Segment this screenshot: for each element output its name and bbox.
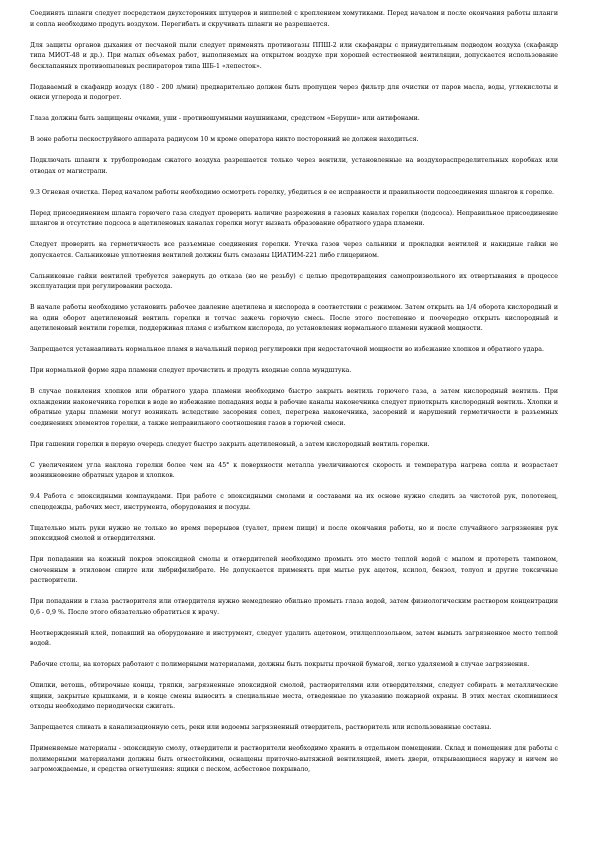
paragraph-section-9-3: 9.3 Огневая очистка. Перед началом работы необходимо осмотреть горелку, убедиться в ее исправности и правильности подсоединения шлангов к горелке. <box>30 188 555 196</box>
paragraph-flame-prohibition: Запрещается устанавливать нормальное пламя в начальный период регулировки при недостаточной мощности во избежание хлопков и обратного удара. <box>30 346 545 353</box>
paragraph-extinguish: При гашении горелки в первую очередь следует быстро закрыть ацетиленовый, а затем кислородный вентиль горелки. <box>30 440 430 448</box>
paragraph-material-storage: Применяемые материалы - эпоксидную смолу, отвердители и растворители необходимо хранить в отдельном помещении. Склад и помещения для работы с полимерными материалами должны быть огнестойкими, оснащены приточно-вытяжной вентиляцией, иметь двери, открывающиеся наружу и ничем не загромождаемые, и средства огнетушения: ящики с песком, асбестовое покрывало, <box>30 745 558 773</box>
paragraph-section-9-4: 9.4 Работа с эпоксидными компаундами. При работе с эпоксидными смолами и составами на их основе нужно следить за чистотой рук, полотенец, спецодежды, рабочих мест, инструмента, оборудования и посуды. <box>30 493 558 511</box>
paragraph-hose-connection: Соединять шланги следует посредством двухсторонних штуцеров и ниппелей с креплением хомутиками. Перед началом и после окончания работы шланги и сопла необходимо продуть воздухом. Перегибать и скручивать шланги не разрешается. <box>30 10 558 28</box>
paragraph-flashback: В случае появления хлопков или обратного удара пламени необходимо быстро закрыть вентиль горючего газа, а затем кислородный вентиль. При охлаждении наконечника горелки в воде во избежание попадания воды в рабочие каналы наконечника следует приоткрыть кислородный вентиль. Хлопки и обратные удары пламени могут возникать вследствие засорения сопел, перегрева наконечника, засорений и нарушений герметичности в разъемных соединениях элементов горелки, а также неправильного соотношения газов в горючей смеси. <box>30 388 558 427</box>
paragraph-eye-contact: При попадании в глаза растворителя или отвердителя нужно немедленно обильно промыть глаза водой, затем физиологическим раствором концентрации 0,6 - 0,9 %. После этого обязательно обратиться к врачу. <box>30 598 558 616</box>
paragraph-nozzle-cleaning: При нормальной форме ядра пламени следует прочистить и продуть входные сопла мундштука. <box>30 367 352 374</box>
paragraph-ignition: В начале работы необходимо установить рабочее давление ацетилена и кислорода в соответствии с режимом. Затем открыть на 1/4 оборота кислородный и на один оборот ацетиленовый вентиль горелки и тотчас зажечь горючую смесь. После этого постепенно и поочередно открыть кислородный и ацетиленовый вентили горелки, поддерживая пламя с избытком кислорода, до установления нормального пламени нужной мощности. <box>30 304 558 332</box>
paragraph-work-tables: Рабочие столы, на которых работают с полимерными материалами, должны быть покрыты прочной бумагой, легко удаляемой в случае загрязнения. <box>30 661 530 668</box>
paragraph-drain-prohibition: Запрещается сливать в канализационную сеть, реки или водоемы загрязненный отвердитель, растворитель или использованные составы. <box>30 724 492 731</box>
paragraph-leak-check: Следует проверить на герметичность все разъемные соединения горелки. Утечка газов через сальники и прокладки вентилей и накидные гайки не допускается. Сальниковые уплотнения вентилей должны быть смазаны ЦИАТИМ-221 либо глицерином. <box>30 241 558 259</box>
paragraph-gland-nuts: Сальниковые гайки вентилей требуется завернуть до отказа (но не резьбу) с целью предотвращения самопроизвольного их отвертывания в процессе эксплуатации при регулировании расхода. <box>30 272 558 290</box>
paragraph-uncured-glue: Неотвержденный клей, попавший на оборудование и инструмент, следует удалить ацетоном, этилцеллозольвом, затем вымыть загрязненное место теплой водой. <box>30 629 558 647</box>
paragraph-skin-contact: При попадании на кожный покров эпоксидной смолы и отвердителей необходимо промыть это место теплой водой с мылом и протереть тампоном, смоченным в этиловом спирте или либрифилибрате. Не допускается применять при мытье рук ацетон, ксилол, бензол, толуол и другие токсичные растворители. <box>30 556 558 584</box>
paragraph-torch-angle: С увеличением угла наклона горелки более чем на 45° к поверхности металла увеличиваются скорость и температура нагрева сопла и возрастает возникновение обратных ударов и хлопков. <box>30 461 558 479</box>
paragraph-waste-collection: Опилки, ветошь, обтирочные концы, тряпки, загрязненные эпоксидной смолой, растворителями или отвердителями, следует собирать в металлические ящики, закрытые крышками, и в конце смены выносить в специальные места, отведенные по указанию пожарной охраны. В этих местах скопившиеся отходы необходимо периодически сжигать. <box>30 682 558 710</box>
paragraph-hand-washing: Тщательно мыть руки нужно не только во время перерывов (туалет, прием пищи) и после окончания работы, но и после случайного загрязнения рук эпоксидной смолой и отвердителями. <box>30 524 558 542</box>
paragraph-eye-ear-protection: Глаза должны быть защищены очками, уши - противошумными наушниками, средством «Беруши» или антифонами. <box>30 115 420 122</box>
paragraph-air-pipelines: Подключать шланги к трубопроводам сжатого воздуха разрешается только через вентили, установленные на воздухораспределительных коробках или отводах от магистрали. <box>30 157 558 175</box>
paragraph-gas-hose-check: Перед присоединением шланга горючего газа следует проверить наличие разрежения в газовых каналах горелки (подсоса). Неправильное присоединение шлангов и отсутствие подсоса в ацетиленовых каналах горелки могут вызвать образование обратного удара пламени. <box>30 209 558 227</box>
paragraph-work-zone: В зоне работы пескоструйного аппарата радиусом 10 м кроме оператора никто посторонний не должен находиться. <box>30 136 419 143</box>
paragraph-respiratory-protection: Для защиты органов дыхания от песчаной пыли следует применять противогазы ППШ-2 или скафандры с принудительным подводом воздуха (скафандр типа МИОТ-48 и др.). При малых объемах работ, выполняемых на открытом воздухе при хорошей естественной вентиляции, допускается использование бесклапанных противопылевых респираторов типа ШБ-1 «лепесток». <box>30 41 558 70</box>
paragraph-air-supply: Подаваемый в скафандр воздух (180 - 200 л/мин) предварительно должен быть пропущен через фильтр для очистки от паров масла, воды, углекислоты и окиси углерода и подогрет. <box>30 83 558 101</box>
